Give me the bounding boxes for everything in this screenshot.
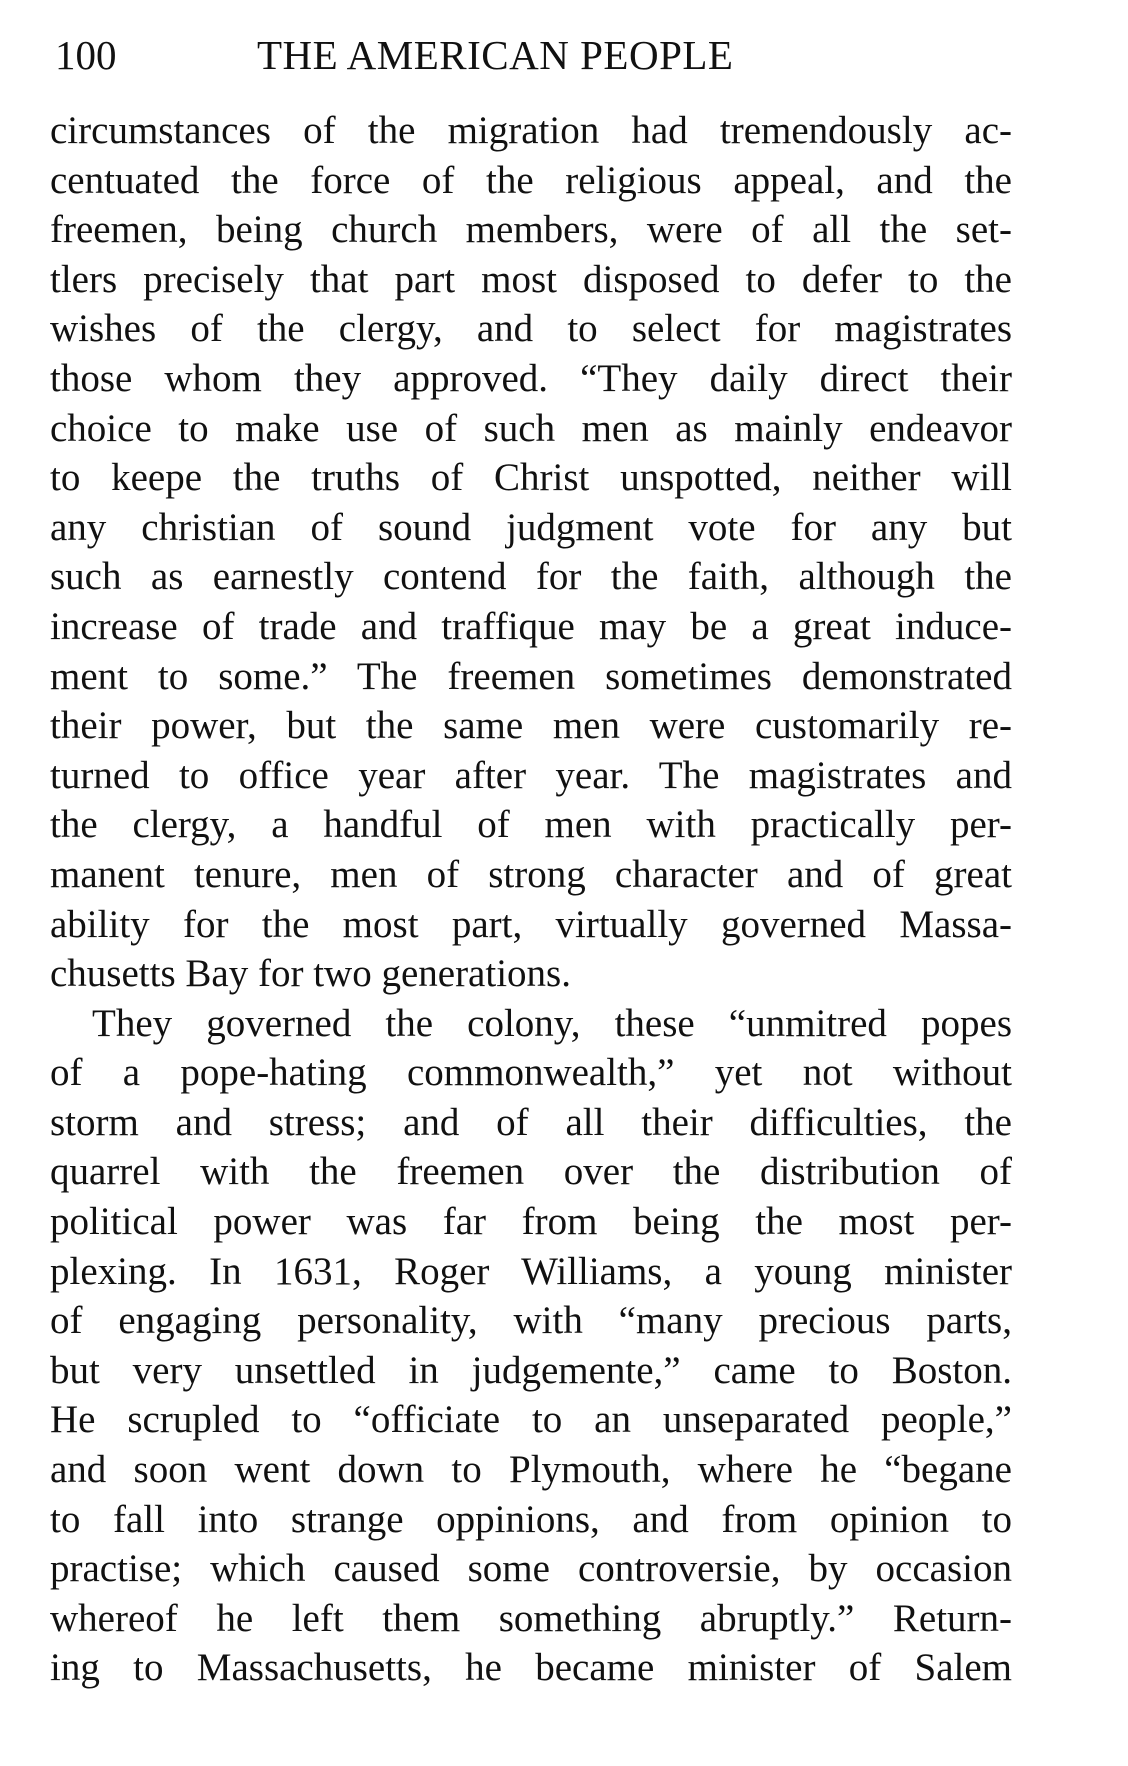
text-line: and soon went down to Plymouth, where he “begane <box>50 1448 1012 1492</box>
running-head <box>55 30 835 80</box>
text-line: manent tenure, men of strong character and of great <box>50 852 1012 896</box>
running-title: THE AMERICAN PEOPLE <box>257 32 734 78</box>
text-line: those whom they approved. “They daily direct their <box>50 356 1012 400</box>
text-line: choice to make use of such men as mainly endeavor <box>50 406 1012 450</box>
text-line: wishes of the clergy, and to select for magistrates <box>50 307 1012 351</box>
text-line: quarrel with the freemen over the distribution of <box>50 1150 1012 1194</box>
text-line: He scrupled to “officiate to an unseparated people,” <box>50 1398 1012 1442</box>
page-number: 100 <box>55 32 117 78</box>
text-line: their power, but the same men were customarily re- <box>50 704 1012 748</box>
paragraph-end-line: chusetts Bay for two generations. <box>50 952 571 996</box>
text-line: circumstances of the migration had tremendously ac- <box>50 109 1012 152</box>
paragraph-start-line: They governed the colony, these “unmitred popes <box>92 1001 1012 1045</box>
text-line: turned to office year after year. The magistrates and <box>50 753 1012 797</box>
text-line: ability for the most part, virtually governed Massa- <box>50 902 1012 946</box>
text-line: practise; which caused some controversie, by occasion <box>50 1547 1012 1591</box>
text-line: ment to some.” The freemen sometimes demonstrated <box>50 654 1012 698</box>
text-line: political power was far from being the most per- <box>50 1200 1012 1244</box>
text-line: any christian of sound judgment vote for any but <box>50 505 1012 549</box>
text-line: but very unsettled in judgemente,” came to Boston. <box>50 1348 1012 1392</box>
text-line: of a pope-hating commonwealth,” yet not without <box>50 1051 1012 1095</box>
text-line: such as earnestly contend for the faith, although the <box>50 555 1012 599</box>
text-line: increase of trade and traffique may be a great induce- <box>50 604 1012 648</box>
text-line: whereof he left them something abruptly.” Return- <box>50 1596 1012 1640</box>
text-line: ing to Massachusetts, he became minister of Salem <box>50 1646 1012 1690</box>
text-line: freemen, being church members, were of all the set- <box>50 208 1012 252</box>
text-line: to fall into strange oppinions, and from opinion to <box>50 1497 1012 1541</box>
text-line: storm and stress; and of all their difficulties, the <box>50 1100 1012 1144</box>
text-line: of engaging personality, with “many precious parts, <box>50 1299 1012 1343</box>
text-line: to keepe the truths of Christ unspotted, neither will <box>50 456 1012 500</box>
text-line: plexing. In 1631, Roger Williams, a young minister <box>50 1249 1012 1293</box>
text-line: the clergy, a handful of men with practically per- <box>50 803 1012 847</box>
text-line: centuated the force of the religious appeal, and the <box>50 158 1012 202</box>
text-line: tlers precisely that part most disposed to defer to the <box>50 257 1012 301</box>
body-text <box>50 106 1012 1693</box>
